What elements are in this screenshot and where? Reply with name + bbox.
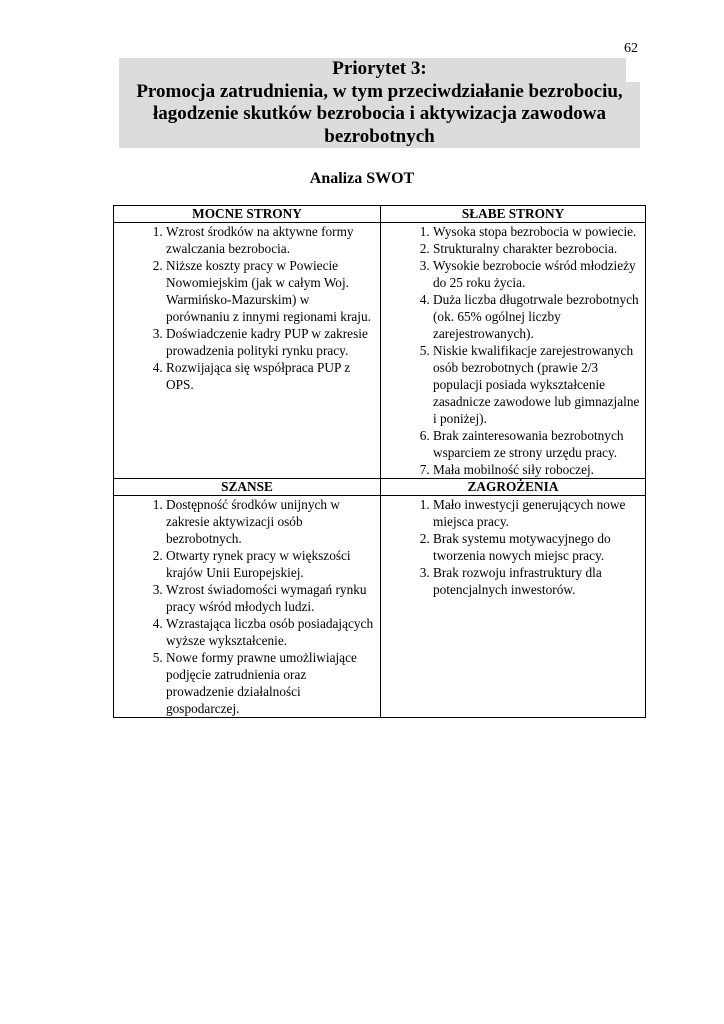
weaknesses-item: 7. Mała mobilność siły roboczej.	[433, 461, 641, 478]
title-line-1: Priorytet 3:	[332, 58, 427, 79]
swot-heading: Analiza SWOT	[309, 170, 415, 187]
strengths-item: 2. Niższe koszty pracy w Powiecie Nowomiejskim (jak w całym Woj. Warmińsko-Mazurskim) w porównaniu z innymi regionami kraju.	[166, 257, 376, 325]
strengths-header: MOCNE STRONY	[114, 206, 381, 223]
threats-header: ZAGROŻENIA	[381, 479, 646, 496]
strengths-item: 4. Rozwijająca się współpraca PUP z OPS.	[166, 359, 376, 393]
opportunities-item: 2. Otwarty rynek pracy w większości krajów Unii Europejskiej.	[166, 547, 376, 581]
weaknesses-item: 6. Brak zainteresowania bezrobotnych wsparciem ze strony urzędu pracy.	[433, 427, 641, 461]
opportunities-list	[114, 496, 380, 717]
title-line-4: bezrobotnych	[324, 125, 435, 147]
threats-cell	[381, 496, 646, 718]
opportunities-item: 4. Wzrastająca liczba osób posiadających wyższe wykształcenie.	[166, 615, 376, 649]
strengths-item: 3. Doświadczenie kadry PUP w zakresie prowadzenia polityki rynku pracy.	[166, 325, 376, 359]
weaknesses-cell	[381, 223, 646, 479]
threats-list	[381, 496, 645, 598]
weaknesses-item: 2. Strukturalny charakter bezrobocia.	[433, 240, 641, 257]
weaknesses-item: 5. Niskie kwalifikacje zarejestrowanych osób bezrobotnych (prawie 2/3 populacji posiada wykształcenie zasadnicze zawodowe lub gimnazjalne i poniżej).	[433, 342, 641, 427]
opportunities-item: 1. Dostępność środków unijnych w zakresie aktywizacji osób bezrobotnych.	[166, 496, 376, 547]
page-number: 62	[624, 41, 638, 56]
strengths-list	[114, 223, 380, 393]
swot-table	[113, 205, 646, 718]
opportunities-header: SZANSE	[114, 479, 381, 496]
strengths-cell	[114, 223, 381, 479]
priority-title	[119, 58, 640, 148]
weaknesses-item: 3. Wysokie bezrobocie wśród młodzieży do 25 roku życia.	[433, 257, 641, 291]
threats-item: 2. Brak systemu motywacyjnego do tworzenia nowych miejsc pracy.	[433, 530, 641, 564]
weaknesses-header: SŁABE STRONY	[381, 206, 646, 223]
threats-item: 3. Brak rozwoju infrastruktury dla potencjalnych inwestorów.	[433, 564, 641, 598]
opportunities-item: 3. Wzrost świadomości wymagań rynku pracy wśród młodych ludzi.	[166, 581, 376, 615]
strengths-item: 1. Wzrost środków na aktywne formy zwalczania bezrobocia.	[166, 223, 376, 257]
weaknesses-item: 4. Duża liczba długotrwale bezrobotnych (ok. 65% ogólnej liczby zarejestrowanych).	[433, 291, 641, 342]
priority-title-box	[119, 58, 640, 148]
weaknesses-list	[381, 223, 645, 478]
weaknesses-item: 1. Wysoka stopa bezrobocia w powiecie.	[433, 223, 641, 240]
title-line-3: łagodzenie skutków bezrobocia i aktywizacja zawodowa	[153, 103, 606, 124]
opportunities-item: 5. Nowe formy prawne umożliwiające podjęcie zatrudnienia oraz prowadzenie działalności gospodarczej.	[166, 649, 376, 717]
threats-item: 1. Mało inwestycji generujących nowe miejsca pracy.	[433, 496, 641, 530]
opportunities-cell	[114, 496, 381, 718]
title-line-2: Promocja zatrudnienia, w tym przeciwdziałanie bezrobociu,	[136, 80, 623, 102]
